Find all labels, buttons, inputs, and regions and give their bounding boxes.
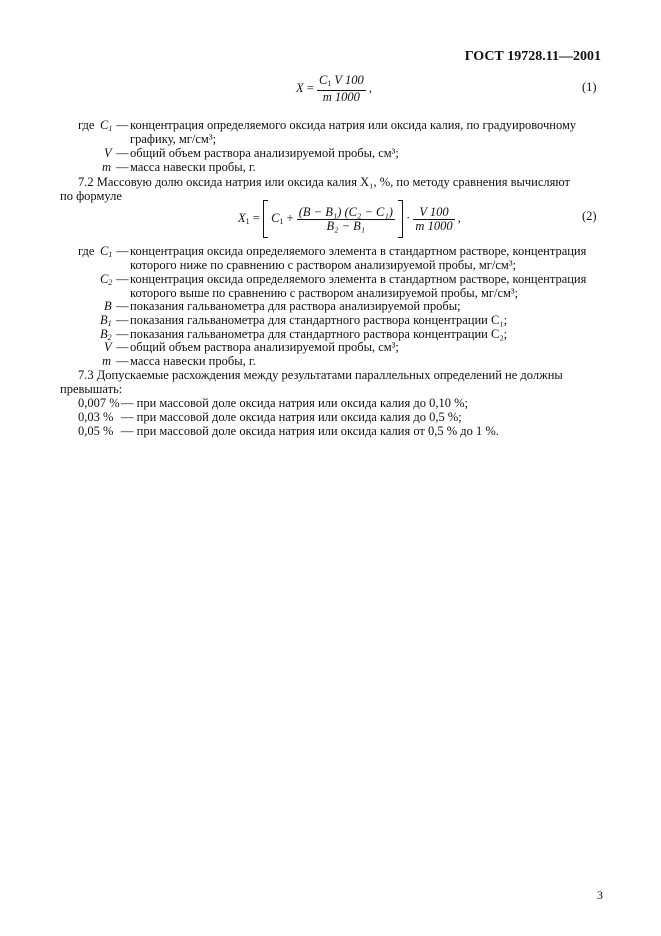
defs2-sym-b1: $B_1$ [100,313,112,328]
defs1-dash: — [116,118,129,132]
defs2-text-c2: концентрация оксида определяемого элемента в стандартном растворе, концентрация [130,272,587,286]
defs2-dash: — [116,327,129,341]
defs2-text-b1: показания гальванометра для стандартного раствора концентрации C₁; [130,313,508,327]
paragraph-7-3-line1: 7.3 Допускаемые расхождения между результатами параллельных определений не должны [78,368,563,382]
defs2-text-c1: концентрация оксида определяемого элемента в стандартном растворе, концентрация [130,244,587,258]
formula-2-c1: C [271,210,280,225]
tolerance-text: — при массовой доле оксида натрия или оксида калия до 0,5 %; [121,410,462,424]
tolerance-text: — при массовой доле оксида натрия или оксида калия от 0,5 % до 1 %. [121,424,499,438]
paragraph-7-2-line2: по формуле [60,189,122,203]
defs2-dash: — [116,272,129,286]
defs1-lead: где [78,118,95,132]
defs2-sym-b: B [104,299,112,313]
formula-1-num-c-sub: 1 [327,79,332,88]
defs2-sym-b2: $B_2$ [100,327,112,342]
paragraph-7-3-line2: превышать: [60,382,123,396]
defs1-text-v: общий объем раствора анализируемой пробы, см³; [130,146,399,160]
defs2-dash: — [116,313,129,327]
defs1-cont-c1: графику, мг/см³; [130,132,217,146]
formula-2-left-bracket [263,200,268,238]
defs1-sym-m: m [102,160,112,174]
formula-2-factor-num: V 100 [413,206,454,220]
defs1-text-c1: концентрация определяемого оксида натрия или оксида калия, по градуировочному [130,118,577,132]
tolerance-value: 0,007 % [78,396,120,410]
formula-2-dot: · [406,210,411,225]
formula-1-den: m 1000 [322,90,360,104]
formula-2-inner-den: B₂ − B₁ [326,218,366,233]
formula-2-inner-num: (B − B₁) (C₂ − C₁) [298,204,393,219]
formula-1-tail: , [368,80,372,95]
formula-2-lhs-sub: 1 [245,216,250,226]
defs1-text-m: масса навески пробы, г. [130,160,256,174]
formula-2-right-bracket [398,200,403,238]
formula-1-fraction [317,74,366,104]
defs2-dash: — [116,340,129,354]
defs2-dash: — [116,299,129,313]
tolerance-value: 0,03 % [78,410,114,424]
paragraph-7-2-line1: 7.2 Массовую долю оксида натрия или оксида калия X₁, %, по методу сравнения вычисляют [78,175,571,189]
formula-2 [238,200,461,238]
defs1-sym-v: V [104,146,112,160]
formula-2-number: (2) [582,209,597,223]
formula-2-plus: + [286,210,294,225]
formula-1-num-rest: V 100 [334,73,364,87]
formula-1 [296,74,372,104]
defs1-sym-c1: $C_1$ [100,118,113,133]
defs2-sym-v: V [104,340,112,354]
formula-1-number: (1) [582,80,597,94]
defs2-text-b: показания гальванометра для раствора анализируемой пробы; [130,299,461,313]
formula-2-tail: , [457,210,461,225]
defs2-sym-m: m [102,354,112,368]
formula-2-c1-sub: 1 [279,216,284,226]
formula-2-factor-fraction [413,206,454,233]
formula-1-eq: = [306,80,314,95]
formula-1-lhs: X [296,80,304,95]
defs2-lead: где [78,244,95,258]
defs2-dash: — [116,244,129,258]
defs1-dash: — [116,160,129,174]
document-header: ГОСТ 19728.11—2001 [464,49,601,64]
page-number: 3 [597,888,603,902]
defs1-dash: — [116,146,129,160]
formula-2-lhs: X [238,210,246,225]
formula-2-inner-fraction [297,206,395,233]
defs2-sym-c1: $C_1$ [100,244,113,259]
defs2-cont-c1: которого ниже по сравнению с раствором анализируемой пробы, мг/см³; [130,258,517,272]
tolerance-text: — при массовой доле оксида натрия или оксида калия до 0,10 %; [121,396,468,410]
formula-2-factor-den: m 1000 [415,218,453,233]
formula-2-eq: = [252,210,260,225]
defs2-text-b2: показания гальванометра для стандартного раствора концентрации C₂; [130,327,508,341]
defs2-sym-c2: $C_2$ [100,272,113,287]
defs2-cont-c2: которого выше по сравнению с раствором анализируемой пробы, мг/см³; [130,286,519,300]
defs2-text-m: масса навески пробы, г. [130,354,256,368]
defs2-text-v: общий объем раствора анализируемой пробы, см³; [130,340,399,354]
tolerance-value: 0,05 % [78,424,114,438]
formula-1-num-c: C [318,73,328,87]
defs2-dash: — [116,354,129,368]
